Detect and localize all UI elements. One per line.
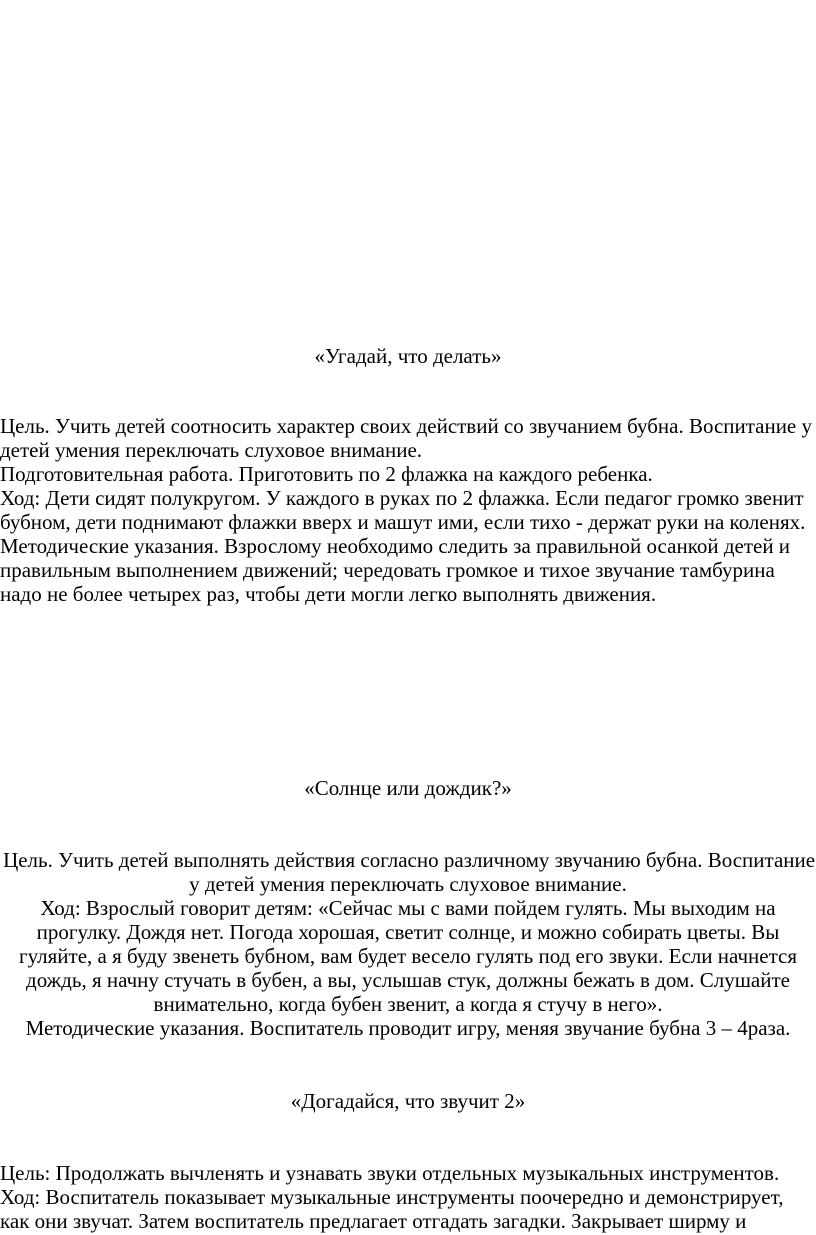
paragraph-line: внимательно, когда бубен звенит, а когда я стучу в него». xyxy=(153,992,663,1016)
paragraph-line: Ход: Воспитатель показывает музыкальные инструменты поочередно и демонстрирует, xyxy=(0,1185,784,1209)
section-body-sun-or-rain xyxy=(0,848,816,1040)
paragraph-line: прогулку. Дождя нет. Погода хорошая, светит солнце, и можно собирать цветы. Вы xyxy=(36,920,780,944)
paragraph-line: Цель: Продолжать вычленять и узнавать звуки отдельных музыкальных инструментов. xyxy=(0,1161,780,1185)
paragraph-line: надо не более четырех раз, чтобы дети могли легко выполнять движения. xyxy=(0,582,657,606)
paragraph-line: Ход: Взрослый говорит детям: «Сейчас мы с вами пойдем гулять. Мы выходим на xyxy=(40,896,776,920)
paragraph-line: бубном, дети поднимают флажки вверх и машут ими, если тихо - держат руки на коленях. xyxy=(0,510,806,534)
paragraph-line: детей умения переключать слуховое внимание. xyxy=(0,438,423,462)
paragraph-line: у детей умения переключать слуховое внимание. xyxy=(189,872,627,896)
paragraph-line: Подготовительная работа. Приготовить по 2 флажка на каждого ребенка. xyxy=(0,462,653,486)
paragraph-line: Методические указания. Взрослому необходимо следить за правильной осанкой детей и xyxy=(0,534,791,558)
section-body-guess-what-sounds xyxy=(0,1161,816,1233)
section-title-guess-what-to-do: «Угадай, что делать» xyxy=(314,344,502,368)
paragraph-line: дождь, я начну стучать в бубен, а вы, услышав стук, должны бежать в дом. Слушайте xyxy=(26,968,790,992)
paragraph-line: правильным выполнением движений; чередовать громкое и тихое звучание тамбурина xyxy=(0,558,775,582)
section-title-guess-what-sounds: «Догадайся, что звучит 2» xyxy=(290,1089,526,1113)
section-body-guess-what-to-do xyxy=(0,414,816,606)
paragraph-line: Ход: Дети сидят полукругом. У каждого в руках по 2 флажка. Если педагог громко звенит xyxy=(0,486,804,510)
paragraph-line: как они звучат. Затем воспитатель предлагает отгадать загадки. Закрывает ширму и xyxy=(0,1209,747,1233)
paragraph-line: гуляйте, а я буду звенеть бубном, вам будет весело гулять под его звуки. Если начнется xyxy=(18,944,798,968)
paragraph-line: Цель. Учить детей выполнять действия согласно различному звучанию бубна. Воспитание xyxy=(2,848,815,872)
paragraph-line: Методические указания. Воспитатель проводит игру, меняя звучание бубна 3 – 4раза. xyxy=(25,1016,791,1040)
section-title-sun-or-rain: «Солнце или дождик?» xyxy=(304,776,512,800)
paragraph-line: Цель. Учить детей соотносить характер своих действий со звучанием бубна. Воспитание у xyxy=(0,414,812,438)
